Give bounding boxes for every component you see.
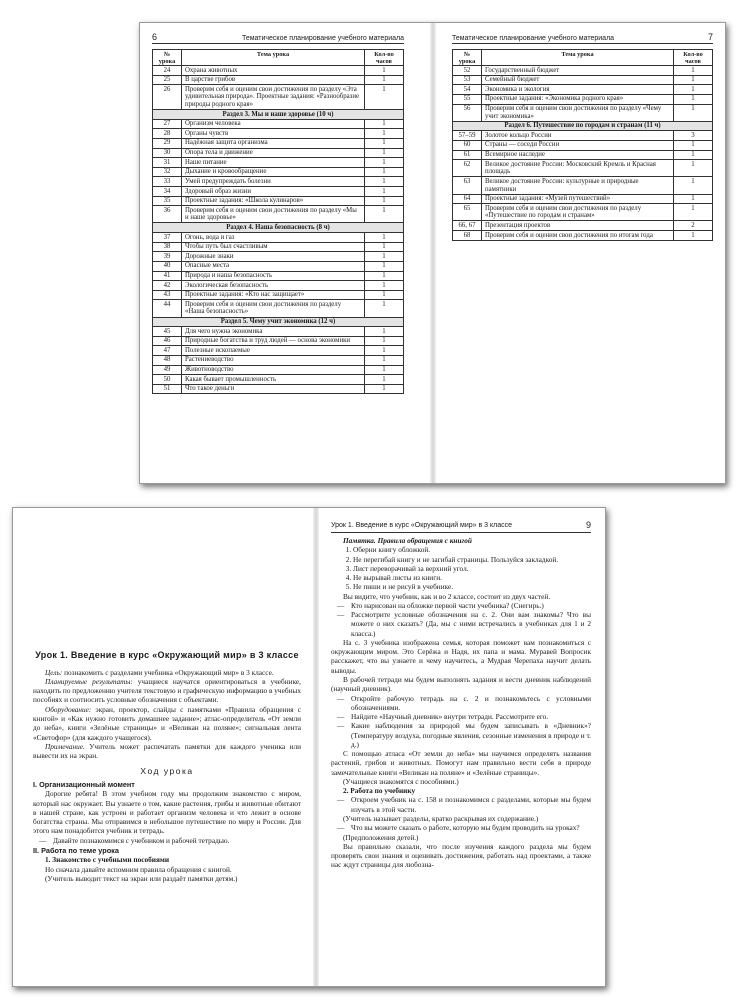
- lesson-number-cell: 30: [153, 148, 182, 158]
- lesson-topic-cell: Проектные задания: «Школа кулинаров»: [182, 196, 365, 206]
- lesson-hours-cell: 1: [674, 66, 713, 76]
- lesson-number-cell: 57–59: [453, 131, 482, 141]
- rules-list: [331, 545, 591, 591]
- lesson-hours-cell: 1: [365, 66, 404, 76]
- lesson-topic-cell: Экологическая безопасность: [182, 281, 365, 291]
- dialog-line: — Кто нарисован на обложке первой части учебника? (Снегирь.): [331, 601, 591, 610]
- lesson-topic-cell: Дыхание и кровообращение: [182, 167, 365, 177]
- paragraph: Вы видите, что учебник, как и во 2 классе, состоит из двух частей.: [343, 591, 551, 601]
- table-row: [153, 167, 404, 177]
- header-num: № урока: [453, 50, 482, 66]
- lesson-hours-cell: 1: [674, 85, 713, 95]
- lesson-hours-cell: 1: [365, 187, 404, 197]
- dialog-line: — Что вы можете сказать о работе, которую мы будем проводить на уроках?: [331, 823, 591, 832]
- lesson-hours-cell: 1: [365, 355, 404, 365]
- lesson-hours-cell: 1: [365, 85, 404, 110]
- lesson-number-cell: 43: [153, 290, 182, 300]
- lesson-hours-cell: 1: [365, 327, 404, 337]
- lesson-hours-cell: 1: [674, 177, 713, 194]
- lesson-hours-cell: 1: [365, 271, 404, 281]
- equipment-text: экран, проектор, слайды с памятками «Правила обращения с книгой» и «Как нужно готовить домашнее задание»; атлас-определитель «От земли до неба», книги «Зелёные страницы» и «Великан на поляне»; сигнальная лента «Светофор» (для каждого учащегося).: [33, 704, 301, 742]
- lesson-topic-cell: Страны — соседи России: [482, 140, 674, 150]
- paragraph: (Учитель называет разделы, кратко раскрывая их содержание.): [343, 813, 539, 823]
- table-row: [453, 160, 713, 177]
- table-row: [153, 187, 404, 197]
- paragraph: Вы правильно сказали, что после изучения каждого раздела мы будем проверять свои знания и оценивать достижения, работать над проектами, а также нас ждут страницы для любозна-: [331, 841, 591, 870]
- lesson-topic-cell: Наше питание: [182, 158, 365, 168]
- lesson-topic-cell: Семейный бюджет: [482, 75, 674, 85]
- paragraph: (Учащиеся знакомятся с пособиями.): [343, 776, 459, 786]
- lesson-topic-cell: Для чего нужна экономика: [182, 327, 365, 337]
- lesson-number-cell: 42: [153, 281, 182, 291]
- dialog-line: — Откройте рабочую тетрадь на с. 2 и познакомьтесь с условными обозначениями.: [331, 694, 591, 713]
- section-heading: II. Работа по теме урока: [33, 845, 119, 855]
- lesson-topic-cell: Надёжная защита организма: [182, 138, 365, 148]
- lesson-number-cell: 49: [153, 365, 182, 375]
- lesson-topic-cell: Великое достояние России: Московский Кремль и Красная площадь: [482, 160, 674, 177]
- lesson-hours-cell: 1: [365, 346, 404, 356]
- lesson-number-cell: 27: [153, 119, 182, 129]
- table-row: [153, 281, 404, 291]
- lesson-hours-cell: 1: [365, 129, 404, 139]
- running-title: Урок 1. Введение в курс «Окружающий мир» в 3 классе: [331, 522, 513, 530]
- table-row: [153, 271, 404, 281]
- goal-text: познакомить с разделами учебника «Окружающий мир» в 3 классе.: [62, 667, 274, 677]
- lesson-topic-cell: Огонь, вода и газ: [182, 233, 365, 243]
- lesson-topic-cell: Опасные места: [182, 261, 365, 271]
- paragraph: В рабочей тетради мы будем выполнять задания и вести дневник наблюдений (научный дневник).: [331, 674, 591, 694]
- lesson-hours-cell: 1: [365, 252, 404, 262]
- table-row: [453, 194, 713, 204]
- lesson-number-cell: 28: [153, 129, 182, 139]
- lesson-hours-cell: 1: [365, 196, 404, 206]
- top-right-page: [452, 32, 713, 241]
- lesson-topic-cell: Презентация проектов: [482, 221, 674, 231]
- table-row: [453, 150, 713, 160]
- list-item: 2. Не перегибай книгу и не загибай страницы. Пользуйся закладкой.: [353, 555, 591, 564]
- dialog-line: — Найдите «Научный дневник» внутри тетради. Рассмотрите его.: [331, 712, 591, 721]
- lesson-number-cell: 40: [153, 261, 182, 271]
- lesson-topic-cell: Проверим себя и оценим свои достижения по разделу «Наша безопасность»: [182, 300, 365, 317]
- lesson-number-cell: 35: [153, 196, 182, 206]
- lesson-number-cell: 66, 67: [453, 221, 482, 231]
- table-row: [153, 375, 404, 385]
- lesson-number-cell: 46: [153, 336, 182, 346]
- lesson-topic-cell: Полезные ископаемые: [182, 346, 365, 356]
- list-item: 5. Не пиши и не рисуй в учебнике.: [353, 582, 591, 591]
- table-row: [153, 119, 404, 129]
- results-label: Планируемые результаты:: [45, 676, 133, 686]
- table-row: [153, 384, 404, 394]
- lesson-topic-cell: Государственный бюджет: [482, 66, 674, 76]
- lesson-topic-cell: Проектные задания: «Кто нас защищает»: [182, 290, 365, 300]
- dialog-line: — Рассмотрите условные обозначения на с. 2. Они вам знакомы? Что вы можете о них сказать? (Да, мы с ними встречались в учебниках для 1 и 2 класса.): [331, 610, 591, 638]
- list-item: 3. Лист переворачивай за верхний угол.: [353, 564, 591, 573]
- bottom-spread-gutter: [313, 508, 319, 986]
- table-row: [153, 66, 404, 76]
- subsection-heading: 2. Работа по учебнику: [343, 786, 416, 796]
- lesson-hours-cell: 1: [365, 158, 404, 168]
- lesson-number-cell: 53: [453, 75, 482, 85]
- lesson-number-cell: 48: [153, 355, 182, 365]
- running-title: Тематическое планирование учебного материала: [241, 35, 404, 42]
- lesson-number-cell: 31: [153, 158, 182, 168]
- lesson-number-cell: 41: [153, 271, 182, 281]
- lesson-number-cell: 52: [453, 66, 482, 76]
- table-row: [453, 66, 713, 76]
- lesson-hours-cell: 2: [674, 221, 713, 231]
- lesson-hours-cell: 1: [365, 336, 404, 346]
- lesson-hours-cell: 1: [365, 167, 404, 177]
- lesson-hours-cell: 1: [674, 104, 713, 121]
- lesson-number-cell: 62: [453, 160, 482, 177]
- table-row: [153, 196, 404, 206]
- lesson-number-cell: 37: [153, 233, 182, 243]
- running-head: [452, 32, 713, 44]
- header-num: № урока: [153, 50, 182, 66]
- table-row: [153, 336, 404, 346]
- page-number: 7: [707, 32, 713, 42]
- lesson-hours-cell: 1: [365, 177, 404, 187]
- page-number: 9: [585, 519, 591, 530]
- lesson-hours-cell: 1: [365, 375, 404, 385]
- section-heading: I. Организационный момент: [33, 780, 135, 790]
- equipment-paragraph: [33, 705, 301, 742]
- table-row: [153, 148, 404, 158]
- lesson-hours-cell: 1: [674, 231, 713, 241]
- lesson-number-cell: 55: [453, 94, 482, 104]
- lesson-hours-cell: 1: [365, 300, 404, 317]
- memo-title: Памятка. Правила обращения с книгой: [343, 536, 472, 545]
- lesson-topic-cell: Животноводство: [182, 365, 365, 375]
- table-row: [453, 204, 713, 221]
- lesson-topic-cell: Умей предупреждать болезни: [182, 177, 365, 187]
- lesson-number-cell: 29: [153, 138, 182, 148]
- lesson-number-cell: 60: [453, 140, 482, 150]
- lesson-hours-cell: 1: [674, 194, 713, 204]
- table-row: [453, 85, 713, 95]
- goal-label: Цель:: [45, 667, 63, 677]
- header-hours: Кол-во часов: [365, 50, 404, 66]
- paragraph: (Предположения детей.): [343, 832, 419, 842]
- lesson-hours-cell: 1: [674, 140, 713, 150]
- lesson-hours-cell: 1: [674, 150, 713, 160]
- lesson-topic-cell: Великое достояние России: культурные и природные памятники: [482, 177, 674, 194]
- list-item: 1. Оберни книгу обложкой.: [353, 545, 591, 554]
- running-title: Тематическое планирование учебного материала: [452, 35, 615, 42]
- dialog-line: — Откроем учебник на с. 158 и познакомимся с разделами, которые мы будем изучать в этой части.: [331, 795, 591, 814]
- top-spread: [139, 22, 726, 484]
- top-spread-gutter: [430, 23, 436, 483]
- lesson-number-cell: 64: [453, 194, 482, 204]
- lesson-topic-cell: Какая бывает промышленность: [182, 375, 365, 385]
- lesson-topic-cell: Всемирное наследие: [482, 150, 674, 160]
- lesson-hours-cell: 1: [365, 261, 404, 271]
- lesson-hours-cell: 1: [674, 94, 713, 104]
- lesson-topic-cell: Охрана животных: [182, 66, 365, 76]
- table-row: [453, 231, 713, 241]
- lesson-hours-cell: 1: [365, 138, 404, 148]
- results-paragraph: [33, 677, 301, 705]
- lesson-number-cell: 36: [153, 206, 182, 223]
- lesson-number-cell: 56: [453, 104, 482, 121]
- lesson-number-cell: 33: [153, 177, 182, 187]
- lesson-topic-cell: Экономика и экология: [482, 85, 674, 95]
- lesson-topic-cell: Проектные задания: «Экономика родного края»: [482, 94, 674, 104]
- lesson-topic-cell: Проверим себя и оценим свои достижения по разделу «Мы и наше здоровье»: [182, 206, 365, 223]
- lesson-number-cell: 50: [153, 375, 182, 385]
- table-row: [153, 327, 404, 337]
- lesson-topic-cell: Растениеводство: [182, 355, 365, 365]
- lesson-number-cell: 44: [153, 300, 182, 317]
- table-row: [153, 346, 404, 356]
- lesson-topic-cell: Проектные задания: «Музей путешествий»: [482, 194, 674, 204]
- table-row: [453, 104, 713, 121]
- note-paragraph: [33, 742, 301, 761]
- lesson-topic-cell: Проверим себя и оценим свои достижения по итогам года: [482, 231, 674, 241]
- lesson-topic-cell: Проверим себя и оценим свои достижения по разделу «Чему учит экономика»: [482, 104, 674, 121]
- running-head: [331, 521, 591, 533]
- lesson-topic-cell: Чтобы путь был счастливым: [182, 242, 365, 252]
- section-title: Раздел 4. Наша безопасность (8 ч): [153, 223, 404, 233]
- lesson-number-cell: 65: [453, 204, 482, 221]
- page-number: 6: [152, 32, 158, 42]
- lesson-number-cell: 32: [153, 167, 182, 177]
- table-row: [153, 261, 404, 271]
- lesson-topic-cell: Природные богатства и труд людей — основа экономики: [182, 336, 365, 346]
- lesson-number-cell: 68: [453, 231, 482, 241]
- lesson-number-cell: 38: [153, 242, 182, 252]
- lesson-hours-cell: 1: [365, 290, 404, 300]
- lesson-hours-cell: 1: [365, 242, 404, 252]
- equipment-label: Оборудование:: [45, 704, 92, 714]
- table-row: [453, 94, 713, 104]
- paragraph: Но сначала давайте вспомним правила обращения с книгой.: [45, 864, 232, 874]
- lesson-topic-cell: Что такое деньги: [182, 384, 365, 394]
- section-title: Раздел 3. Мы и наше здоровье (10 ч): [153, 110, 404, 120]
- subsection-heading: 1. Знакомство с учебными пособиями: [45, 855, 170, 865]
- lesson-number-cell: 39: [153, 252, 182, 262]
- table-row: [153, 290, 404, 300]
- lesson-number-cell: 24: [153, 66, 182, 76]
- lesson-hours-cell: 1: [365, 281, 404, 291]
- lesson-topic-cell: Проверим себя и оценим свои достижения по разделу «Путешествие по городам и странам»: [482, 204, 674, 221]
- course-heading: Ход урока: [140, 766, 194, 777]
- table-row: [153, 206, 404, 223]
- lesson-title: Урок 1. Введение в курс «Окружающий мир» в 3 классе: [35, 650, 299, 660]
- paragraph: (Учитель выводит текст на экран или раздаёт памятки детям.): [45, 873, 238, 883]
- lesson-hours-cell: 1: [365, 206, 404, 223]
- lesson-topic-cell: Дорожные знаки: [182, 252, 365, 262]
- lesson-topic-cell: Опора тела и движение: [182, 148, 365, 158]
- lesson-number-cell: 63: [453, 177, 482, 194]
- paragraph: На с. 3 учебника изображена семья, которая поможет вам познакомиться с окружающим миром. Это Серёжа и Надя, их папа и мама. Муравей Вопросик расскажет, что вы узнаете и чему научитесь, а Мудрая Черепаха научит делать выводы.: [331, 637, 591, 675]
- table-row: [153, 300, 404, 317]
- bottom-right-page: [331, 521, 591, 870]
- lesson-number-cell: 34: [153, 187, 182, 197]
- lesson-topic-cell: Природа и наша безопасность: [182, 271, 365, 281]
- running-head: [152, 32, 404, 44]
- lesson-topic-cell: Золотое кольцо России: [482, 131, 674, 141]
- lesson-plan-table: [452, 49, 713, 241]
- goal-paragraph: [33, 668, 301, 677]
- bottom-left-page: [33, 650, 301, 883]
- table-row: [453, 221, 713, 231]
- lesson-topic-cell: Проверим себя и оценим свои достижения по разделу «Эта удивительная природа». Проектные задания: «Разнообразие природы родного края»: [182, 85, 365, 110]
- lesson-number-cell: 61: [453, 150, 482, 160]
- lesson-number-cell: 25: [153, 75, 182, 85]
- table-row: [453, 131, 713, 141]
- lesson-number-cell: 47: [153, 346, 182, 356]
- table-row: [153, 129, 404, 139]
- lesson-number-cell: 54: [453, 85, 482, 95]
- dialog-line: — Какие наблюдения за природой мы будем записывать в «Дневник»? (Температуру воздуха, погодные явления, сезонные изменения в природе и т. д.): [331, 721, 591, 749]
- lesson-topic-cell: В царстве грибов: [182, 75, 365, 85]
- table-row: [453, 177, 713, 194]
- table-row: [153, 252, 404, 262]
- lesson-hours-cell: 1: [674, 75, 713, 85]
- header-topic: Тема урока: [182, 50, 365, 66]
- lesson-hours-cell: 1: [674, 160, 713, 177]
- lesson-hours-cell: 1: [365, 233, 404, 243]
- section-row: [153, 223, 404, 233]
- lesson-hours-cell: 1: [674, 204, 713, 221]
- lesson-plan-table: [152, 49, 404, 394]
- dialog-line: — Давайте познакомимся с учебником и рабочей тетрадью.: [33, 836, 301, 845]
- bottom-spread: [12, 507, 606, 987]
- table-row: [153, 242, 404, 252]
- table-row: [153, 355, 404, 365]
- section-row: [153, 317, 404, 327]
- lesson-topic-cell: Органы чувств: [182, 129, 365, 139]
- section-row: [453, 121, 713, 131]
- section-title: Раздел 6. Путешествие по городам и странам (11 ч): [453, 121, 713, 131]
- lesson-topic-cell: Здоровый образ жизни: [182, 187, 365, 197]
- note-label: Примечание.: [45, 741, 85, 751]
- lesson-hours-cell: 1: [365, 119, 404, 129]
- table-row: [153, 177, 404, 187]
- table-row: [153, 138, 404, 148]
- lesson-number-cell: 45: [153, 327, 182, 337]
- paragraph: С помощью атласа «От земли до неба» мы научимся определять названия растений, грибов и животных. Помогут нам правильно вести себя в природе замечательные книги «Великан на поляне» и «Зелёные страницы».: [331, 749, 591, 777]
- header-hours: Кол-во часов: [674, 50, 713, 66]
- table-row: [453, 140, 713, 150]
- table-row: [153, 85, 404, 110]
- table-row: [153, 75, 404, 85]
- lesson-topic-cell: Организм человека: [182, 119, 365, 129]
- table-row: [153, 233, 404, 243]
- lesson-hours-cell: 1: [365, 148, 404, 158]
- section-title: Раздел 5. Чему учит экономика (12 ч): [153, 317, 404, 327]
- note-text: Учитель может распечатать памятки для каждого ученика или вывести их на экран.: [33, 741, 301, 761]
- paragraph: Дорогие ребята! В этом учебном году мы продолжим знакомство с миром, который нас окружает. Вы узнаете о том, какие растения, грибы и животные обитают в нашей стране, как устроен и работает организм человека и что лежит в основе богатства страны. Мы отправимся в небольшое путешествие по миру и России. Для этого нам понадобится учебник и тетрадь.: [33, 789, 301, 836]
- lesson-hours-cell: 3: [674, 131, 713, 141]
- table-row: [153, 158, 404, 168]
- lesson-number-cell: 51: [153, 384, 182, 394]
- top-left-page: [152, 32, 404, 394]
- list-item: 4. Не вырывай листы из книги.: [353, 573, 591, 582]
- lesson-hours-cell: 1: [365, 365, 404, 375]
- results-text: учащиеся научатся ориентироваться в учебнике, находить по предложению учителя текстовую и графическую информацию в учебных пособиях и соотносить условные обозначения с объектами.: [33, 676, 301, 705]
- section-row: [153, 110, 404, 120]
- lesson-hours-cell: 1: [365, 75, 404, 85]
- table-row: [153, 365, 404, 375]
- lesson-number-cell: 26: [153, 85, 182, 110]
- table-row: [453, 75, 713, 85]
- header-topic: Тема урока: [482, 50, 674, 66]
- lesson-hours-cell: 1: [365, 384, 404, 394]
